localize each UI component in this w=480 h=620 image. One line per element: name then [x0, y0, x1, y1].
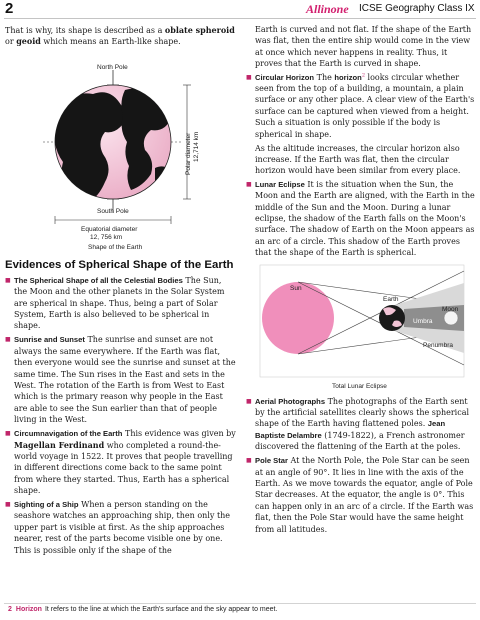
bullet-term: Lunar Eclipse [255, 179, 305, 189]
intro-text: That is why, its shape is described as a [5, 26, 165, 35]
earth-label: Earth [383, 295, 399, 303]
bullet-term: Circumnavigation of the Earth [14, 429, 123, 439]
horizon-term: horizon [334, 72, 362, 82]
bullet-term: The Spherical Shape of all the Celestial Bodies [14, 275, 183, 285]
moon-label: Moon [442, 305, 459, 313]
equatorial-diameter-label: Equatorial diameter [81, 225, 138, 233]
bullet-pole-star [246, 455, 476, 535]
footnote [8, 606, 277, 613]
bullet-text: The photographs of the Earth sent by the artificial satellites clearly shows the spherical shape of the Earth having flattened poles. [255, 396, 470, 429]
intro-paragraph [5, 25, 236, 48]
sun-label: Sun [290, 284, 302, 292]
bullet-circumnavigation [5, 428, 236, 496]
polar-diameter-label: Polar diameter [185, 132, 192, 175]
bullet-sighting-ship [5, 499, 236, 556]
bullet-text: The [314, 72, 335, 82]
horizon-paragraph-2: As the altitude increases, the circular horizon also increase. If the Earth was flat, then the circular horizon would have been similar from every place. [255, 143, 461, 176]
umbra-label: Umbra [413, 317, 433, 325]
bullet-text: It is the situation when the Sun, the Moon and the Earth are aligned, with the Earth in the middle of the Sun and the Moon. During a lunar eclipse, the shadow of the Earth falls on the Moon's surface. The shadow of Earth on the Moon appears as an arc of a circle. This shadow of the Earth proves that the shape of the Earth is spherical. [255, 179, 475, 258]
left-column [5, 25, 236, 559]
eclipse-diagram [246, 263, 476, 390]
intro-text: or [5, 37, 17, 47]
right-column [246, 24, 476, 538]
intro-text: which means an Earth-like shape. [40, 37, 181, 47]
bullet-circular-horizon [246, 72, 476, 140]
header-divider [4, 18, 476, 19]
bullet-term: Sighting of a Ship [14, 500, 79, 510]
footnote-number: 2 [8, 606, 12, 613]
bullet-celestial-bodies [5, 275, 236, 332]
bullet-text: At the North Pole, the Pole Star can be seen at an angle of 90°. It lies in line with the axis of the Earth. As we move towards the equator, angle of Pole Star decreases. At the equator, the angle is 0°. This can happen only in an arc of a circle. If the Earth was flat, then the Pole Star would have the same height from all latitudes. [255, 456, 474, 534]
footnote-text: It refers to the line at which the Earth's surface and the sky appear to meet. [44, 606, 278, 613]
bullet-text: This evidence was given by [122, 429, 236, 439]
bullet-text: The Sun, the Moon and the other planets in the Solar System are spherical in shape. Thus, being a part of Solar System, Earth is also believed to be spherical in shape. [14, 275, 225, 331]
bullet-text: (1749-1822), a French astronomer discovered the flattening of the Earth at the poles. [255, 430, 465, 452]
section-heading: Evidences of Spherical Shape of the Earth [5, 258, 234, 271]
south-pole-label: South Pole [97, 207, 129, 215]
footnote-ref: 2 [361, 71, 365, 78]
earth-shape-figure [5, 50, 236, 254]
penumbra-label: Penumbra [423, 341, 453, 349]
bullet-term: Circular Horizon [255, 72, 315, 82]
lunar-eclipse-figure [246, 263, 476, 390]
footnote-term: Horizon [15, 606, 42, 613]
bullet-term: Aerial Photographs [255, 396, 326, 406]
page-number: 2 [5, 0, 14, 17]
polar-diameter-value: 12,714 km [193, 131, 200, 162]
bullet-term: Sunrise and Sunset [14, 335, 85, 345]
brand-logo: Allinone [306, 2, 349, 16]
footnote-divider [4, 603, 476, 604]
header-title: ICSE Geography Class IX [359, 3, 475, 14]
earth-figure-caption: Shape of the Earth [88, 243, 143, 251]
intro-bold-term: oblate spheroid [164, 25, 235, 35]
equatorial-diameter-value: 12, 756 km [90, 233, 123, 241]
bullet-text: looks circular whether seen from the top of a building, a mountain, a plain surface or any other place. A clear view of the Earth's surface can be captured when viewed from a height. Such a situation is only possible if the body is spherical in shape. [255, 72, 475, 139]
eclipse-caption: Total Lunar Eclipse [332, 382, 387, 390]
bullet-lunar-eclipse [246, 179, 476, 259]
bullet-bold-name: Jean Baptiste Delambre [255, 419, 446, 440]
bullet-text: When a person standing on the seashore watches an approaching ship, then only the upper part is visible at first. As the ship approaches nearer, rest of the parts become visible one by one. This is possible only if the shape of the [14, 500, 231, 555]
intro-bold-term: geoid [16, 36, 41, 47]
bullet-sunrise-sunset [5, 334, 236, 425]
bullet-term: Pole Star [255, 456, 288, 466]
bullet-aerial-photographs [246, 396, 476, 453]
north-pole-label: North Pole [97, 63, 128, 71]
bullet-text: The sunrise and sunset are not always the same everywhere. If the Earth was flat, then everyone would see the sunrise and sunset at the same time. The Sun rises in the East and sets in the West. The rotation of the Earth is from West to East which is the primary reason why people in the East are able to see the Sun earlier than that of people living in the West. [14, 335, 236, 425]
bullet-text: who completed a round-the-world voyage in 1522. It proves that people travelling in different directions come back to the same point from where they started. Thus, Earth has a spherical shape. [14, 440, 233, 496]
bullet-bold-name: Magellan Ferdinand [14, 439, 105, 450]
ship-continuation: Earth is curved and not flat. If the shape of the Earth was flat, then the entire ship would come in the view at once which never happens in reality. Thus, it proves that the Earth is curved in shape. [255, 25, 472, 69]
